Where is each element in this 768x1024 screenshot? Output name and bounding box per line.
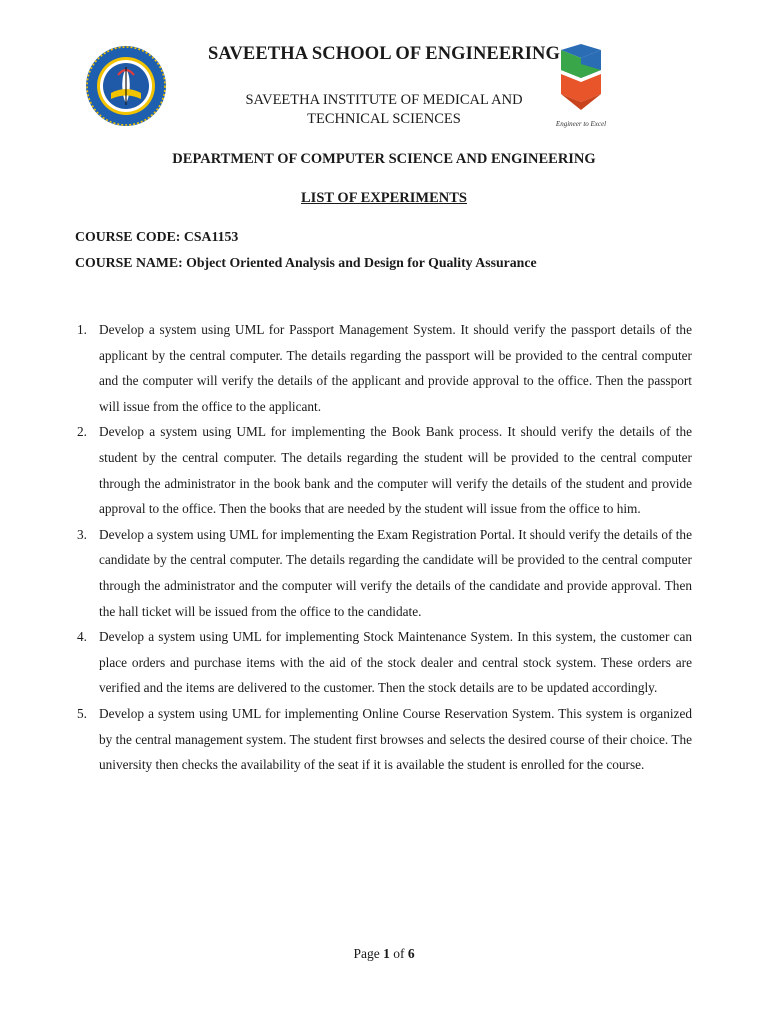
page-footer (0, 946, 768, 962)
course-code: COURSE CODE: CSA1153 (75, 229, 239, 244)
page-word: Page (353, 946, 384, 961)
experiment-text: Develop a system using UML for implementing the Book Bank process. It should verify the details of the student by the central computer. The details regarding the student will be provided to the central computer through the administrator in the book bank and the computer will verify the details of the student and provide approval to the office. Then the books that are needed by the student will issue from the office to him. (99, 424, 692, 517)
page-current: 1 (383, 946, 390, 961)
experiment-text: Develop a system using UML for implementing the Exam Registration Portal. It should verify the details of the candidate by the central computer. The details regarding the candidate will be provided to the central computer through the administrator and the computer will verify the details of the candidate and provide approval. Then the hall ticket will be issued from the office to the candidate. (99, 526, 692, 619)
page-total: 6 (407, 946, 415, 961)
experiment-item (77, 701, 692, 778)
experiment-number: 4. (77, 629, 87, 645)
experiment-item (77, 522, 692, 624)
list-of-experiments-title: LIST OF EXPERIMENTS (301, 190, 467, 206)
course-name (75, 255, 537, 271)
experiment-text: Develop a system using UML for implementing Stock Maintenance System. In this system, the customer can place orders and purchase items with the aid of the stock dealer and central stock system. These orders are verified and the items are delivered to the customer. Then the stock details are to be updated accordingly. (99, 629, 692, 696)
experiments-list (77, 317, 692, 778)
page-of: of (389, 946, 408, 961)
school-title: SAVEETHA SCHOOL OF ENGINEERING (207, 44, 561, 64)
experiment-number: 2. (77, 424, 87, 440)
sse-logo-icon (547, 44, 615, 132)
experiment-number: 5. (77, 705, 87, 721)
sse-logo-tagline: Engineer to Excel (555, 120, 607, 128)
institute-name-line-1: SAVEETHA INSTITUTE OF MEDICAL AND (245, 92, 523, 108)
department-title: DEPARTMENT OF COMPUTER SCIENCE AND ENGINEERING (172, 151, 596, 167)
institute-name-line-2: TECHNICAL SCIENCES (307, 111, 461, 127)
course-name-label: COURSE NAME: (75, 255, 187, 270)
experiment-text: Develop a system using UML for Passport Management System. It should verify the passport details of the applicant by the central computer. The details regarding the passport will be provided to the central computer and the computer will verify the details of the applicant and provide approval to the office. Then the passport will issue from the office to the applicant. (99, 322, 692, 414)
experiment-number: 3. (77, 526, 87, 542)
experiment-item (77, 317, 692, 419)
experiment-text: Develop a system using UML for implementing Online Course Reservation System. This system is organized by the central management system. The student first browses and selects the desired course of their choice. The university then checks the availability of the seat if it is available the student is enrolled for the course. (99, 705, 692, 773)
experiment-item (77, 419, 692, 521)
experiment-item (77, 624, 692, 701)
experiment-number: 1. (77, 322, 87, 337)
course-name-value: Object Oriented Analysis and Design for Quality Assurance (186, 255, 537, 270)
